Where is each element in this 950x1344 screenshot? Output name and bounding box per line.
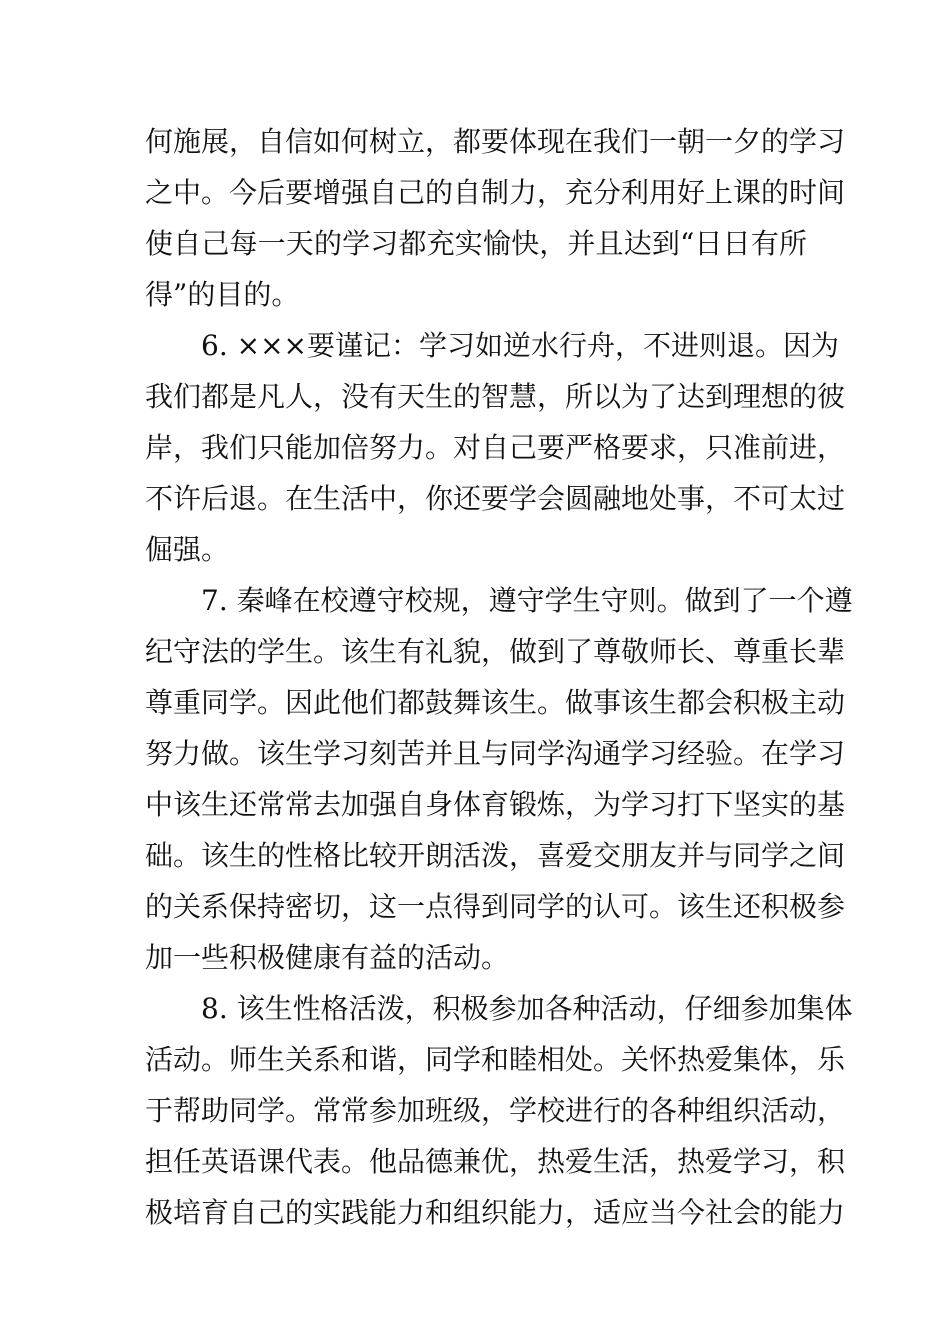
text-line: 加一些积极健康有益的活动。 (145, 941, 510, 974)
text-line: 的关系保持密切，这一点得到同学的认可。该生还积极参 (145, 890, 846, 923)
text-line: 中该生还常常去加强自身体育锻炼，为学习打下坚实的基 (145, 788, 846, 821)
text-line: 我们都是凡人，没有天生的智慧，所以为了达到理想的彼 (145, 380, 846, 413)
text-line: 担任英语课代表。他品德兼优，热爱生活，热爱学习，积 (145, 1145, 846, 1178)
text-line: 何施展，自信如何树立，都要体现在我们一朝一夕的学习 (145, 125, 846, 158)
document-page (145, 125, 853, 1250)
text-line: 活动。师生关系和谐，同学和睦相处。关怀热爱集体，乐 (145, 1043, 846, 1076)
text-line: 础。该生的性格比较开朗活泼，喜爱交朋友并与同学之间 (145, 839, 846, 872)
text-line: 使自己每一天的学习都充实愉快，并且达到“日日有所 (145, 227, 807, 260)
text-line: 努力做。该生学习刻苦并且与同学沟通学习经验。在学习 (145, 737, 846, 770)
text-line: 纪守法的学生。该生有礼貌，做到了尊敬师长、尊重长辈 (145, 635, 846, 668)
text-line: 6. ×××要谨记：学习如逆水行舟，不进则退。因为 (201, 329, 840, 362)
text-line: 之中。今后要增强自己的自制力，充分利用好上课的时间 (145, 176, 846, 209)
text-line: 7. 秦峰在校遵守校规，遵守学生守则。做到了一个遵 (201, 584, 853, 617)
text-line: 不许后退。在生活中，你还要学会圆融地处事，不可太过 (145, 482, 846, 515)
text-line: 倔强。 (145, 533, 230, 566)
text-line: 岸，我们只能加倍努力。对自己要严格要求，只准前进， (145, 431, 846, 464)
text-line: 得”的目的。 (145, 278, 300, 311)
text-line: 8. 该生性格活泼，积极参加各种活动，仔细参加集体 (201, 992, 853, 1025)
text-line: 极培育自己的实践能力和组织能力，适应当今社会的能力 (145, 1196, 846, 1229)
text-line: 于帮助同学。常常参加班级，学校进行的各种组织活动， (145, 1094, 846, 1127)
text-line: 尊重同学。因此他们都鼓舞该生。做事该生都会积极主动 (145, 686, 846, 719)
